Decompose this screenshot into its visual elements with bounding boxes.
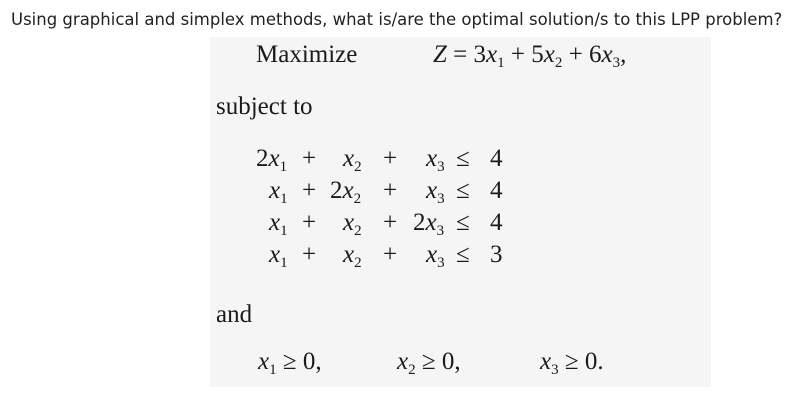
objective-sub-3: 3 [612, 55, 621, 71]
constraint-rhs: 4 [490, 209, 503, 236]
constraint-relation: ≤ [456, 241, 470, 268]
constraint-relation: ≤ [456, 209, 470, 236]
nonnegativity-x3: $x_3 \ge 0$. [540, 348, 604, 378]
objective-var-3: x [601, 41, 613, 68]
objective-coef-2: 5 [531, 41, 544, 68]
objective-plus-1: + [510, 41, 525, 68]
constraint-relation: ≤ [456, 145, 470, 172]
constraint-term-x3: $x_3$ [426, 177, 445, 207]
constraint-plus: + [302, 145, 317, 172]
constraint-row [210, 145, 711, 177]
constraint-term-x1: $x_1$ [269, 241, 288, 271]
constraint-term-x1: $x_1$ [269, 209, 288, 239]
objective-coef-3: 6 [588, 41, 602, 68]
constraint-relation: ≤ [456, 177, 470, 204]
maximize-keyword: Maximize [256, 41, 358, 68]
objective-var-1: x [486, 41, 498, 68]
constraint-plus: + [383, 241, 398, 268]
objective-var-2: x [543, 41, 555, 68]
constraint-term-x2: $x_2$ [343, 145, 362, 175]
lp-problem-image [210, 37, 711, 387]
objective-plus-2: + [568, 41, 583, 68]
constraint-term-x3: $2x_3$ [413, 209, 445, 239]
question-text: Using graphical and simplex methods, what is/are the optimal solution/s to this LPP problem? [11, 10, 783, 29]
constraint-plus: + [383, 145, 398, 172]
constraint-term-x2: $2x_2$ [330, 177, 362, 207]
constraint-term-x1: $2x_1$ [256, 145, 288, 175]
constraint-rhs: 3 [490, 241, 503, 268]
constraint-row [210, 209, 711, 241]
constraint-rhs: 4 [490, 177, 503, 204]
and-label: and [216, 301, 253, 328]
constraint-term-x2: $x_2$ [343, 241, 362, 271]
constraint-row [210, 241, 711, 273]
constraint-row [210, 177, 711, 209]
objective-comma: , [620, 41, 627, 68]
constraint-plus: + [302, 241, 317, 268]
subject-to-label: subject to [216, 93, 313, 120]
objective-eq: = [453, 41, 468, 68]
constraint-plus: + [302, 209, 317, 236]
constraint-term-x3: $x_3$ [426, 145, 445, 175]
constraint-plus: + [302, 177, 317, 204]
objective-function [433, 41, 626, 69]
objective-sub-2: 2 [554, 55, 563, 71]
objective-z: Z [433, 41, 447, 68]
constraint-rhs: 4 [490, 145, 503, 172]
objective-coef-1: 3 [473, 41, 487, 68]
nonnegativity-x2: $x_2 \ge 0$, [397, 348, 461, 378]
constraint-term-x1: $x_1$ [269, 177, 288, 207]
nonnegativity-x1: $x_1 \ge 0$, [258, 348, 322, 378]
constraint-term-x3: $x_3$ [426, 241, 445, 271]
objective-sub-1: 1 [497, 55, 505, 71]
constraint-plus: + [383, 177, 398, 204]
constraint-term-x2: $x_2$ [343, 209, 362, 239]
constraint-plus: + [383, 209, 398, 236]
